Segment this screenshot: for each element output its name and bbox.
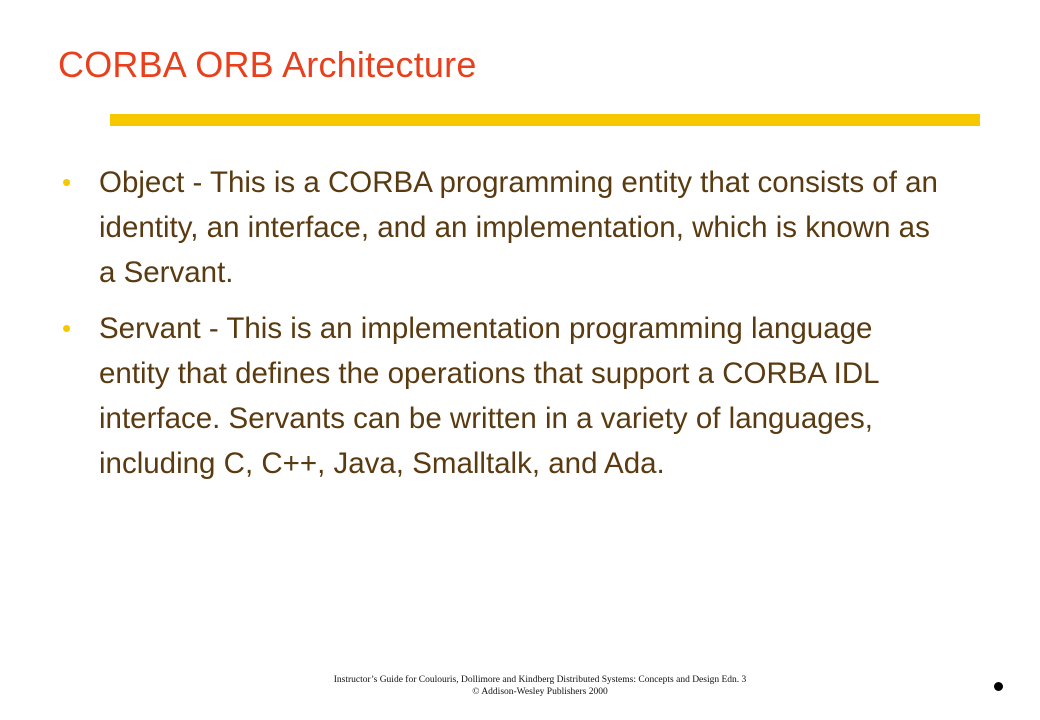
footer-citation: Instructor’s Guide for Coulouris, Dollimore and Kindberg Distributed Systems: Concepts and Design Edn. 3 [333,675,747,685]
bullet-item-object [62,160,942,295]
footer [240,674,840,698]
corner-dot-icon [994,682,1003,691]
bullet-marker-icon: • [62,313,72,343]
bullet-item-servant [62,306,942,486]
title-underline-bar [110,114,980,126]
bullet-marker-icon: • [62,167,72,197]
bullet-text: Object - This is a CORBA programming entity that consists of an identity, an interface, and an implementation, which is known as a Servant. [99,166,938,289]
footer-copyright: © Addison-Wesley Publishers 2000 [472,687,608,697]
bullet-list [62,160,942,497]
slide-title: CORBA ORB Architecture [58,44,477,85]
bullet-text: Servant - This is an implementation programming language entity that defines the operations that support a CORBA IDL interface. Servants can be written in a variety of languages, including C, C++, Java, Smalltalk, and Ada. [99,312,879,480]
